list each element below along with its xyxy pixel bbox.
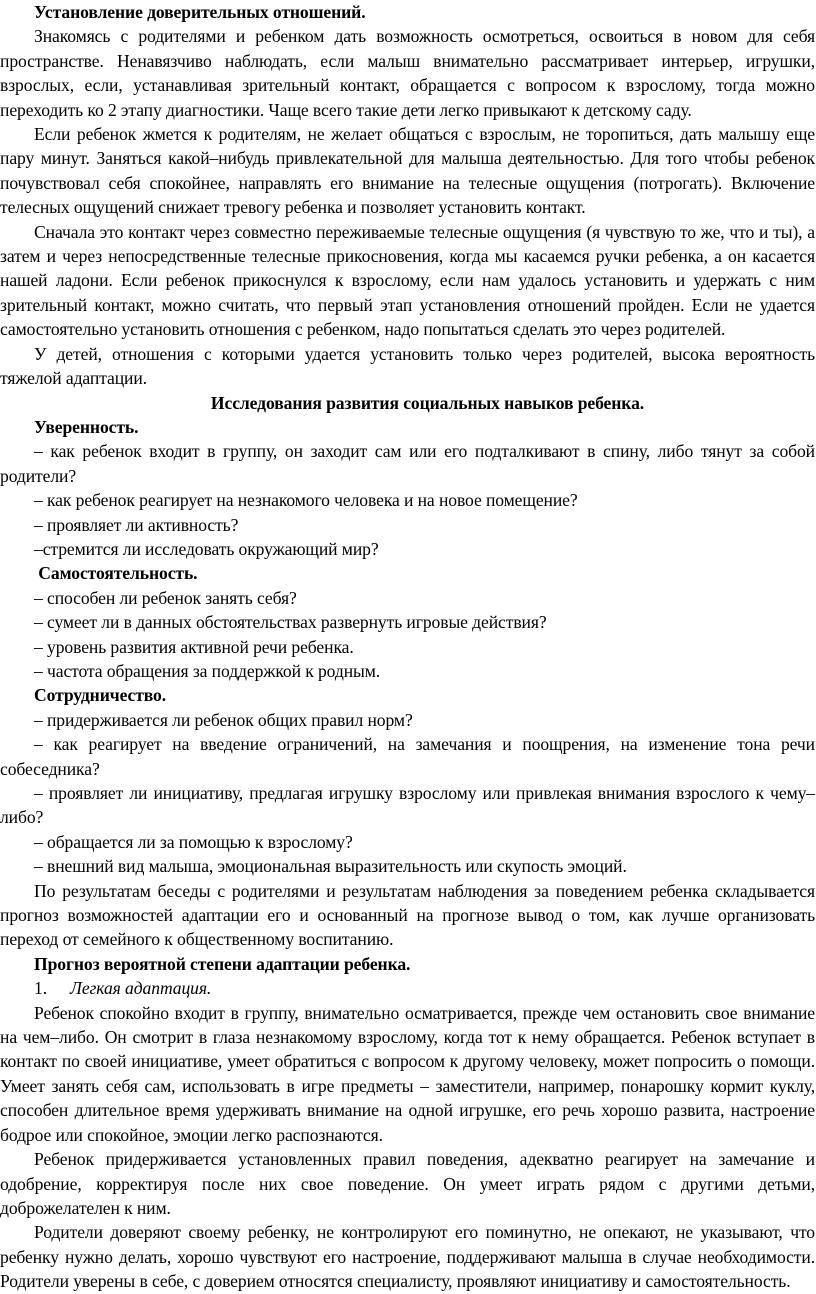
paragraph: Ребенок придерживается установленных правил поведения, адекватно реагирует на замечание и одобрение, корректируя после них свое поведение. Он умеет играть рядом с другими детьми, доброжелателен к ним. [0, 1149, 815, 1218]
list-item: – частота обращения за поддержкой к родным. [34, 660, 381, 681]
numbered-item-easy-adaptation [0, 976, 815, 1000]
list-item-label: Легкая адаптация. [70, 978, 212, 999]
paragraph: Знакомясь с родителями и ребенком дать возможность осмотреться, освоиться в новом для себя пространстве. Ненавязчиво наблюдать, если малыш внимательно рассматривает интерьер, игрушки, взрослых, если, устанавливая зрительный контакт, обращается с вопросом к взрослому, тогда можно переходить ко 2 этапу диагностики. Чаще всего такие дети легко привыкают к детскому саду. [0, 26, 815, 120]
list-item: – проявляет ли активность? [34, 514, 239, 535]
group-heading-cooperation: Сотрудничество. [34, 685, 167, 706]
paragraph: Ребенок спокойно входит в группу, внимательно осматривается, прежде чем остановить свое внимание на чем–либо. Он смотрит в глаза незнакомому взрослому, когда тот к нему обращается. Ребенок вступает в контакт по своей инициативе, умеет обратиться с вопросом к другому человеку, может попросить о помощи. Умеет занять себя сам, использовать в игре предметы – заместители, например, понарошку кормит куклу, способен длительное время удерживать внимание на одной игрушке, его речь хорошо развита, настроение бодрое или спокойное, эмоции легко распознаются. [0, 1002, 815, 1145]
section-heading-trust: Установление доверительных отношений. [34, 2, 366, 22]
list-number: 1. [34, 978, 47, 999]
list-item: – как ребенок реагирует на незнакомого человека и на новое помещение? [34, 490, 578, 511]
list-item: – сумеет ли в данных обстоятельствах развернуть игровые действия? [34, 612, 547, 633]
paragraph: У детей, отношения с которыми удается установить только через родителей, высока вероятность тяжелой адаптации. [0, 343, 815, 389]
group-heading-confidence: Уверенность. [34, 416, 139, 437]
section-heading-prognosis: Прогноз вероятной степени адаптации ребенка. [34, 953, 411, 974]
list-item: – внешний вид малыша, эмоциональная выразительность или скупость эмоций. [34, 856, 627, 877]
list-item: –стремится ли исследовать окружающий мир? [34, 538, 379, 559]
list-item: – уровень развития активной речи ребенка. [34, 636, 354, 657]
list-item: – способен ли ребенок занять себя? [34, 587, 297, 608]
paragraph: Родители доверяют своему ребенку, не контролируют его поминутно, не опекают, не указывают, что ребенку нужно делать, хорошо чувствуют его настроение, поддерживают малыша в случае необходимости. Родители уверены в себе, с доверием относятся специалисту, проявляют инициативу и самостоятельность. [0, 1222, 815, 1292]
list-item: – как ребенок входит в группу, он заходит сам или его подталкивают в спину, либо тянут за собой родители? [0, 441, 815, 486]
list-item: – проявляет ли инициативу, предлагая игрушку взрослому или привлекая внимания взрослого к чему–либо? [0, 783, 815, 828]
list-item: – придерживается ли ребенок общих правил норм? [34, 709, 413, 730]
paragraph-conclusion: По результатам беседы с родителями и результатам наблюдения за поведением ребенка складывается прогноз возможностей адаптации его и основанный на прогнозе вывод о том, как лучше организовать переход от семейного к общественному воспитанию. [0, 880, 815, 950]
paragraph: Сначала это контакт через совместно переживаемые телесные ощущения (я чувствую то же, что и ты), а затем и через непосредственные телесные прикосновения, когда мы касаемся ручки ребенка, а он касается нашей ладони. Если ребенок прикоснулся к взрослому, если нам удалось установить и удержать с ним зрительный контакт, можно считать, что первый этап установления отношений пройден. Если не удается самостоятельно установить отношения с ребенком, надо попытаться сделать это через родителей. [0, 221, 815, 340]
list-item: – обращается ли за помощью к взрослому? [34, 831, 353, 852]
section-title-social-skills: Исследования развития социальных навыков ребенка. [210, 392, 645, 413]
list-item: – как реагирует на введение ограничений, на замечания и поощрения, на изменение тона речи собеседника? [0, 734, 815, 779]
group-heading-independence: Самостоятельность. [34, 563, 198, 584]
paragraph: Если ребенок жмется к родителям, не желает общаться с взрослым, не торопиться, дать малышу еще пару минут. Заняться какой–нибудь привлекательной для малыша деятельностью. Для того чтобы ребенок почувствовал себя спокойнее, направлять его внимание на телесные ощущения (потрогать). Включение телесных ощущений снижает тревогу ребенка и позволяет установить контакт. [0, 124, 815, 218]
